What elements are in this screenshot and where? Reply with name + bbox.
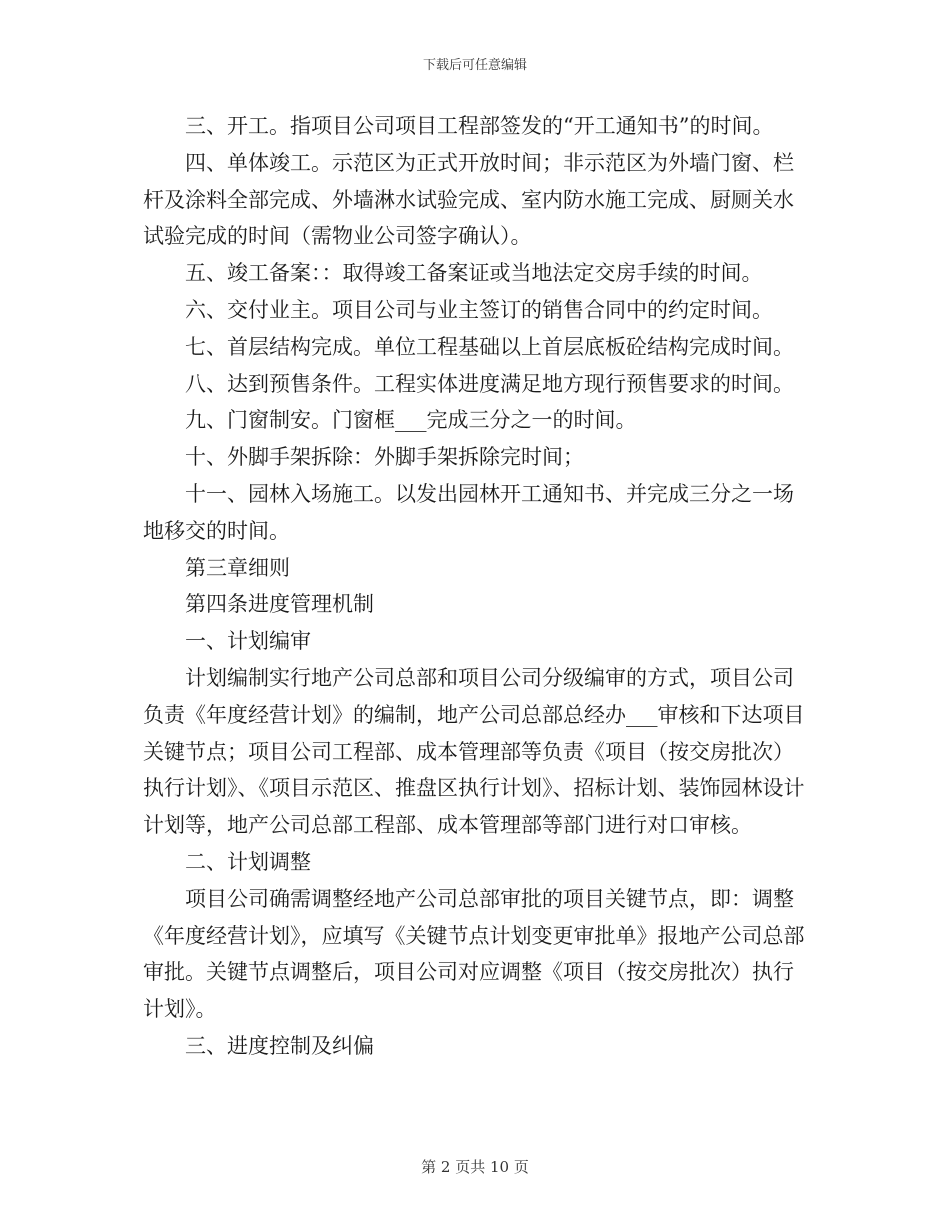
section-heading-plan-review: 一、计划编审 <box>185 629 311 654</box>
paragraph-item-8: 八、达到预售条件。工程实体进度满足地方现行预售要求的时间。 <box>185 371 794 396</box>
paragraph-plan-review: 计划编制实行地产公司总部和项目公司分级编审的方式，项目公司负责《年度经营计划》的编制，地产公司总部总经办___审核和下达项目关键节点；项目公司工程部、成本管理部等负责《项目（按交房批次）执行计划》、《项目示范区、推盘区执行计划》、招标计划、装饰园林设计计划等，地产公司总部工程部、成本管理部等部门进行对口审核。 <box>143 665 805 838</box>
paragraph-item-9: 九、门窗制安。门窗框___完成三分之一的时间。 <box>185 408 637 433</box>
paragraph-item-6: 六、交付业主。项目公司与业主签订的销售合同中的约定时间。 <box>185 297 773 322</box>
paragraph-item-3: 三、开工。指项目公司项目工程部签发的“开工通知书”的时间。 <box>185 114 774 138</box>
page-number: 第 2 页共 10 页 <box>421 1158 529 1176</box>
document-body <box>143 108 808 1065</box>
paragraph-item-7: 七、首层结构完成。单位工程基础以上首层底板砼结构完成时间。 <box>185 334 794 359</box>
paragraph-item-11: 十一、园林入场施工。以发出园林开工通知书、并完成三分之一场地移交的时间。 <box>143 481 794 543</box>
section-heading-progress-control: 三、进度控制及纠偏 <box>185 1033 374 1058</box>
paragraph-item-5: 五、竣工备案：：取得竣工备案证或当地法定交房手续的时间。 <box>185 261 763 286</box>
paragraph-plan-adjust: 项目公司确需调整经地产公司总部审批的项目关键节点，即：调整《年度经营计划》，应填写《关键节点计划变更审批单》报地产公司总部审批。关键节点调整后，项目公司对应调整《项目（按交房批次）执行计划》。 <box>143 886 805 1022</box>
page-header: 下载后可任意编辑 <box>422 58 527 73</box>
paragraph-item-10: 十、外脚手架拆除：外脚手架拆除完时间； <box>185 445 584 470</box>
paragraph-item-4: 四、单体竣工。示范区为正式开放时间；非示范区为外墙门窗、栏杆及涂料全部完成、外墙淋水试验完成、室内防水施工完成、厨厕关水试验完成的时间（需物业公司签字确认）。 <box>143 150 794 249</box>
section-heading-plan-adjust: 二、计划调整 <box>185 849 311 874</box>
article-heading: 第四条进度管理机制 <box>185 592 374 617</box>
chapter-heading: 第三章细则 <box>185 555 290 580</box>
